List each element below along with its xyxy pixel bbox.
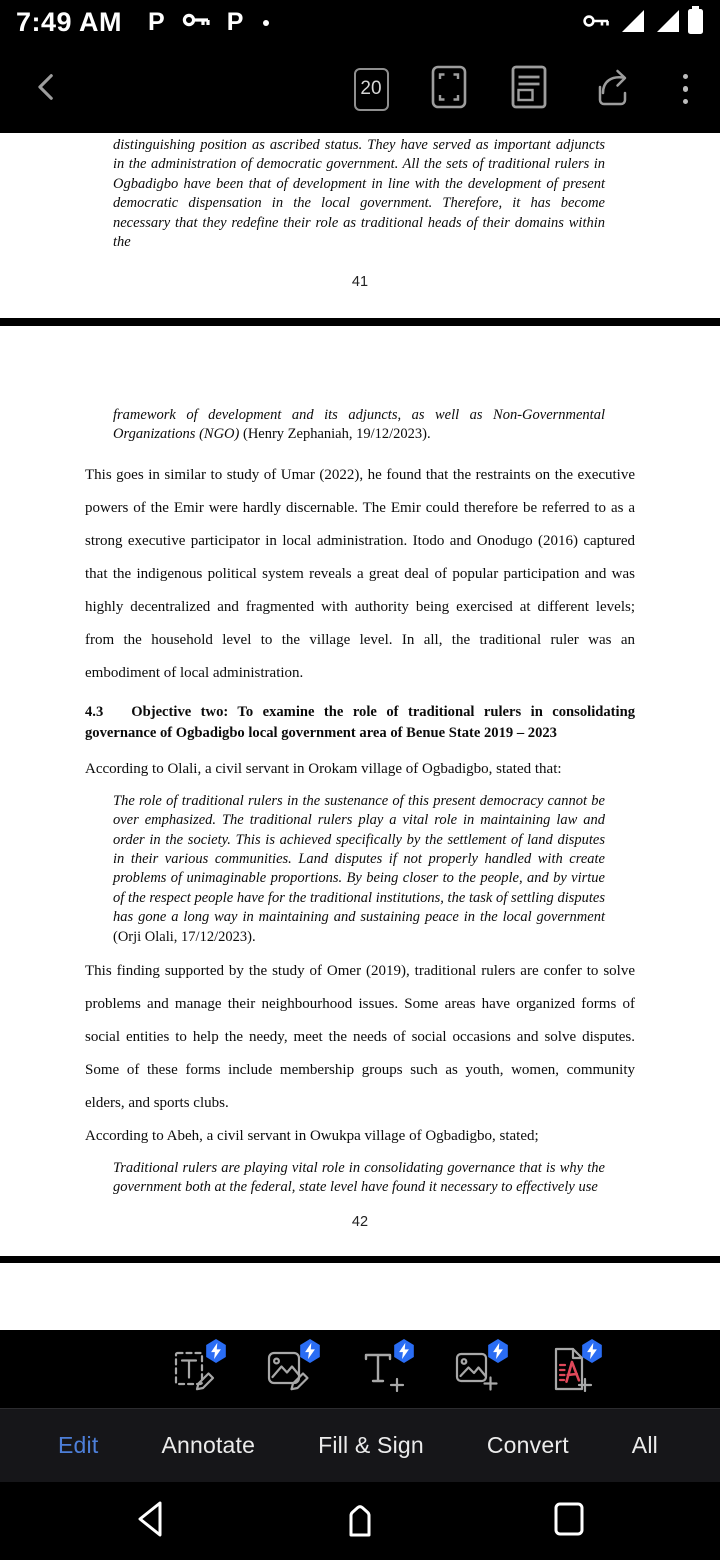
page-divider [0,1256,720,1263]
edit-tools-bar [0,1330,720,1408]
add-image-tool[interactable] [454,1346,500,1392]
page-number-42: 42 [351,1213,369,1230]
quote-citation: (Orji Olali, 17/12/2023). [113,928,256,945]
page-number-label: 20 [360,78,382,99]
paragraph: According to Olali, a civil servant in Orokam village of Ogbadigbo, stated that: [85,760,562,777]
toolbar-actions [354,64,695,115]
share-icon[interactable] [590,64,636,115]
nav-back-icon[interactable] [132,1498,170,1545]
pdf-page-43 [0,1263,720,1330]
signal-icon [619,7,646,39]
pdf-page-41 [0,133,720,318]
p-app-icon: P [226,8,244,36]
pdf-page-42 [0,326,720,1256]
tab-all[interactable]: All [631,1432,658,1458]
signal-icon [654,7,681,39]
heading-text: Objective two: To examine the role of traditional rulers in consolidating governance of Ogbadigbo local government area of Benue State 2019 – 2023 [85,703,635,742]
section-heading [85,702,635,745]
premium-lightning-badge [205,1339,227,1363]
key-icon [181,7,211,38]
paragraph: According to Abeh, a civil servant in Owukpa village of Ogbadigbo, stated; [85,1128,539,1145]
reading-mode-icon[interactable] [509,64,549,115]
block-quote: framework of development and its adjuncts, as well as Non-Governmental Organizations (NGO) (Henry Zephaniah, 19/12/2023). [113,407,605,443]
add-signature-tool[interactable] [548,1346,594,1392]
edit-text-tool[interactable] [172,1346,218,1392]
mode-tab-bar [0,1408,720,1482]
block-quote: distinguishing position as ascribed status. They have served as important adjuncts in the administration of democratic government. All the sets of traditional rulers in Ogbadigbo have been that of development in line with the development of present democratic dispensation in the local government. Therefore, it has become necessary that they redefine their role as traditional heads of their domains within the [113,137,605,251]
page-number-41: 41 [351,274,369,291]
tab-annotate[interactable]: Annotate [161,1432,256,1458]
vpn-key-icon [581,7,611,38]
back-button[interactable] [30,69,64,110]
block-quote: Traditional rulers are playing vital role in consolidating governance that is why the government both at the federal, state level have found it necessary to effectively use [113,1160,605,1196]
block-quote: The role of traditional rulers in the sustenance of this present democracy cannot be over emphasized. The traditional rulers play a vital role in maintaining law and order in the society. This is achieved specifically by the settlement of land disputes in their various communities. Land disputes if not properly handled with create problems of unimaginable proportions. By being closer to the people, and by virtue of the respect people have for the traditional institutions, the task of settling disputes has gone a long way in maintaining and sustaining peace in the local government (Orji Olali, 17/12/2023). [113,792,605,945]
premium-lightning-badge [487,1339,509,1363]
overflow-menu-icon[interactable] [677,70,695,109]
paragraph: This finding supported by the study of Omer (2019), traditional rulers are confer to solve problems and manage their neighbourhood issues. Some areas have organized forms of social entities to help the needy, meet the needs of social occasions and solve disputes. Some of these forms include membership groups such as youth, women, community elders, and sports clubs. [85,963,635,1112]
battery-icon [687,5,704,40]
heading-number: 4.3 [85,703,104,720]
tab-edit[interactable]: Edit [58,1432,99,1458]
p-app-icon: P [148,8,165,36]
clock: 7:49 AM [16,7,123,37]
nav-recents-icon[interactable] [550,1498,588,1545]
android-nav-bar [0,1482,720,1560]
status-left-icons [148,7,269,38]
premium-lightning-badge [299,1339,321,1363]
premium-lightning-badge [581,1339,603,1363]
tab-convert[interactable]: Convert [486,1432,569,1458]
paragraph: This goes in similar to study of Umar (2022), he found that the restraints on the executive powers of the Emir were hardly discernable. The Emir could therefore be referred to as a strong executive participator in local administration. Itodo and Onodugo (2016) captured that the indigenous political system reveals a great deal of popular participation and was highly decentralized and fragmented with authority being exercised at different levels; from the household level to the village level. In all, the traditional ruler was an embodiment of local administration. [85,466,635,681]
pdf-viewport[interactable] [0,133,720,1330]
page-number-button[interactable] [354,68,389,111]
status-bar [0,0,720,45]
premium-lightning-badge [393,1339,415,1363]
page-divider [0,318,720,326]
fit-page-icon[interactable] [430,64,468,115]
nav-home-icon[interactable] [340,1497,380,1546]
status-right-icons [581,5,704,40]
add-text-tool[interactable] [360,1346,406,1392]
edit-image-tool[interactable] [266,1346,312,1392]
tab-fill-sign[interactable]: Fill & Sign [318,1432,424,1458]
notification-dot-icon [263,20,269,26]
quote-citation: (Henry Zephaniah, 19/12/2023). [242,426,431,443]
app-toolbar [0,45,720,133]
